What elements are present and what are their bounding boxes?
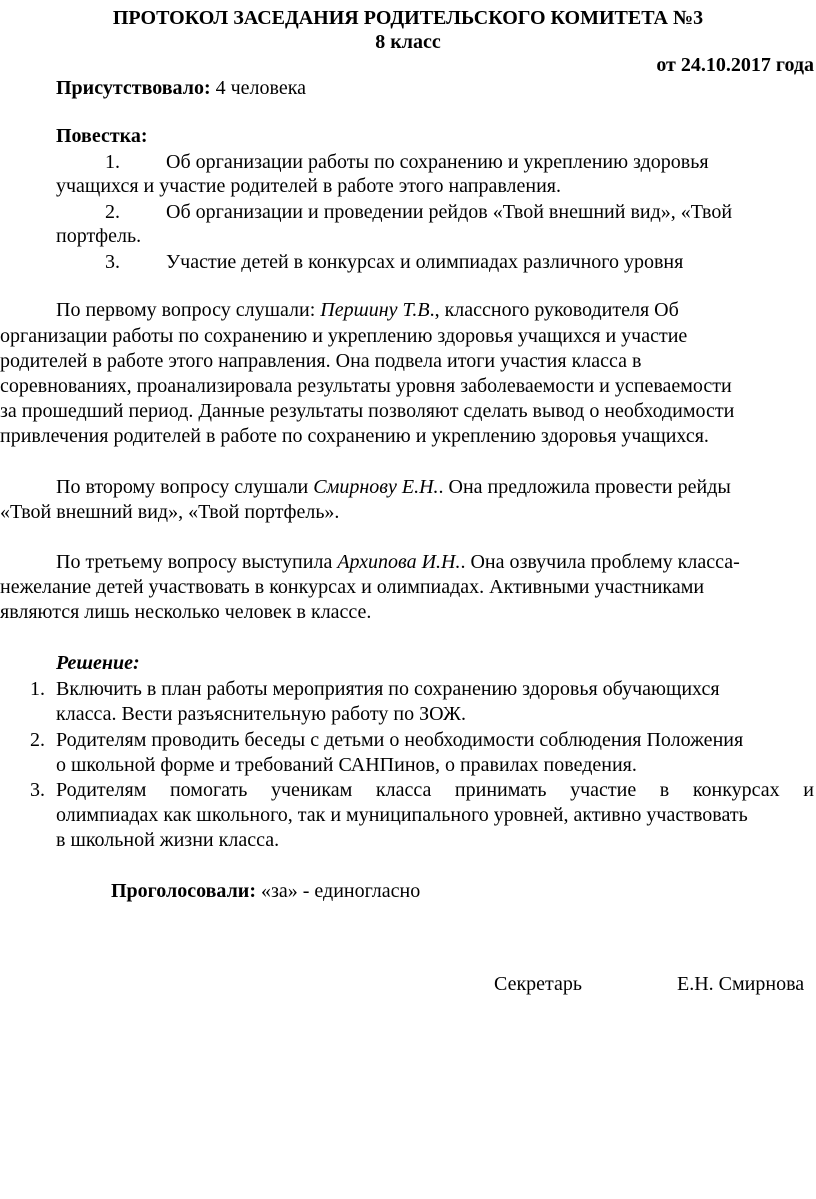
q1-body-line: за прошедший период. Данные результаты позволяют сделать вывод о необходимости	[0, 400, 735, 422]
decision-item-text: Родителям помогать ученикам класса принимать участие в конкурсах и	[56, 779, 814, 801]
q3-first-line	[56, 550, 740, 574]
decision-item-text: в школьной жизни класса.	[56, 829, 280, 851]
attendance-value: 4 человека	[210, 77, 307, 99]
signature-name: Е.Н. Смирнова	[677, 973, 805, 995]
vote	[111, 879, 420, 903]
q2-speaker: Смирнову Е.Н.	[313, 476, 439, 498]
q2-intro-rest: . Она предложила провести рейды	[438, 476, 731, 498]
q1-body-line: привлечения родителей в работе по сохранению и укреплению здоровья учащихся.	[0, 425, 709, 447]
document-title: ПРОТОКОЛ ЗАСЕДАНИЯ РОДИТЕЛЬСКОГО КОМИТЕТА №3	[112, 7, 704, 29]
agenda-item-number: 1.	[105, 151, 120, 173]
q3-intro-rest: . Она озвучила проблему класса-	[460, 551, 740, 573]
q3-body-line: являются лишь несколько человек в классе.	[0, 601, 372, 623]
attendance	[56, 76, 306, 100]
decision-item-text: класса. Вести разъяснительную работу по ЗОЖ.	[56, 703, 466, 725]
q1-first-line	[56, 298, 679, 322]
signature-role: Секретарь	[494, 973, 583, 995]
decision-item-number: 2.	[30, 729, 45, 751]
vote-value: «за» - единогласно	[255, 880, 421, 902]
q1-intro-rest: ., классного руководителя Об	[429, 299, 679, 321]
q2-intro: По второму вопросу слушали	[56, 476, 314, 498]
agenda-item-text: портфель.	[56, 225, 142, 247]
q1-body-line: родителей в работе этого направления. Она подвела итоги участия класса в	[0, 350, 642, 372]
q2-first-line	[56, 475, 731, 499]
agenda-item-text: Об организации работы по сохранению и укреплению здоровья	[166, 151, 709, 173]
agenda-item-number: 3.	[105, 251, 120, 273]
decision-label: Решение:	[56, 652, 140, 674]
document-date: от 24.10.2017 года	[656, 54, 814, 76]
decision-item-text: Включить в план работы мероприятия по сохранению здоровья обучающихся	[56, 678, 720, 700]
decision-item-text: о школьной форме и требований САНПинов, о правилах поведения.	[56, 754, 637, 776]
attendance-label: Присутствовало:	[56, 77, 211, 99]
decision-item-number: 1.	[30, 678, 45, 700]
grade-label: 8 класс	[375, 31, 441, 53]
agenda-item-text: Об организации и проведении рейдов «Твой внешний вид», «Твой	[166, 201, 733, 223]
agenda-item-number: 2.	[105, 201, 120, 223]
q3-intro: По третьему вопросу выступила	[56, 551, 338, 573]
decision-item-text: олимпиадах как школьного, так и муниципального уровней, активно участвовать	[56, 804, 748, 826]
decision-item-text: Родителям проводить беседы с детьми о необходимости соблюдения Положения	[56, 729, 744, 751]
q3-body-line: нежелание детей участвовать в конкурсах и олимпиадах. Активными участниками	[0, 576, 705, 598]
vote-label: Проголосовали:	[111, 880, 256, 902]
q1-intro: По первому вопросу слушали:	[56, 299, 321, 321]
q1-speaker: Першину Т.В	[320, 299, 430, 321]
q2-body-line: «Твой внешний вид», «Твой портфель».	[0, 501, 340, 523]
agenda-label: Повестка:	[56, 125, 148, 147]
agenda-item-text: Участие детей в конкурсах и олимпиадах различного уровня	[166, 251, 684, 273]
agenda-item-text: учащихся и участие родителей в работе этого направления.	[56, 175, 562, 197]
decision-item-number: 3.	[30, 779, 45, 801]
q1-body-line: организации работы по сохранению и укреплению здоровья учащихся и участие	[0, 325, 688, 347]
q1-body-line: соревнованиях, проанализировала результаты уровня заболеваемости и успеваемости	[0, 375, 732, 397]
q3-speaker: Архипова И.Н.	[337, 551, 461, 573]
